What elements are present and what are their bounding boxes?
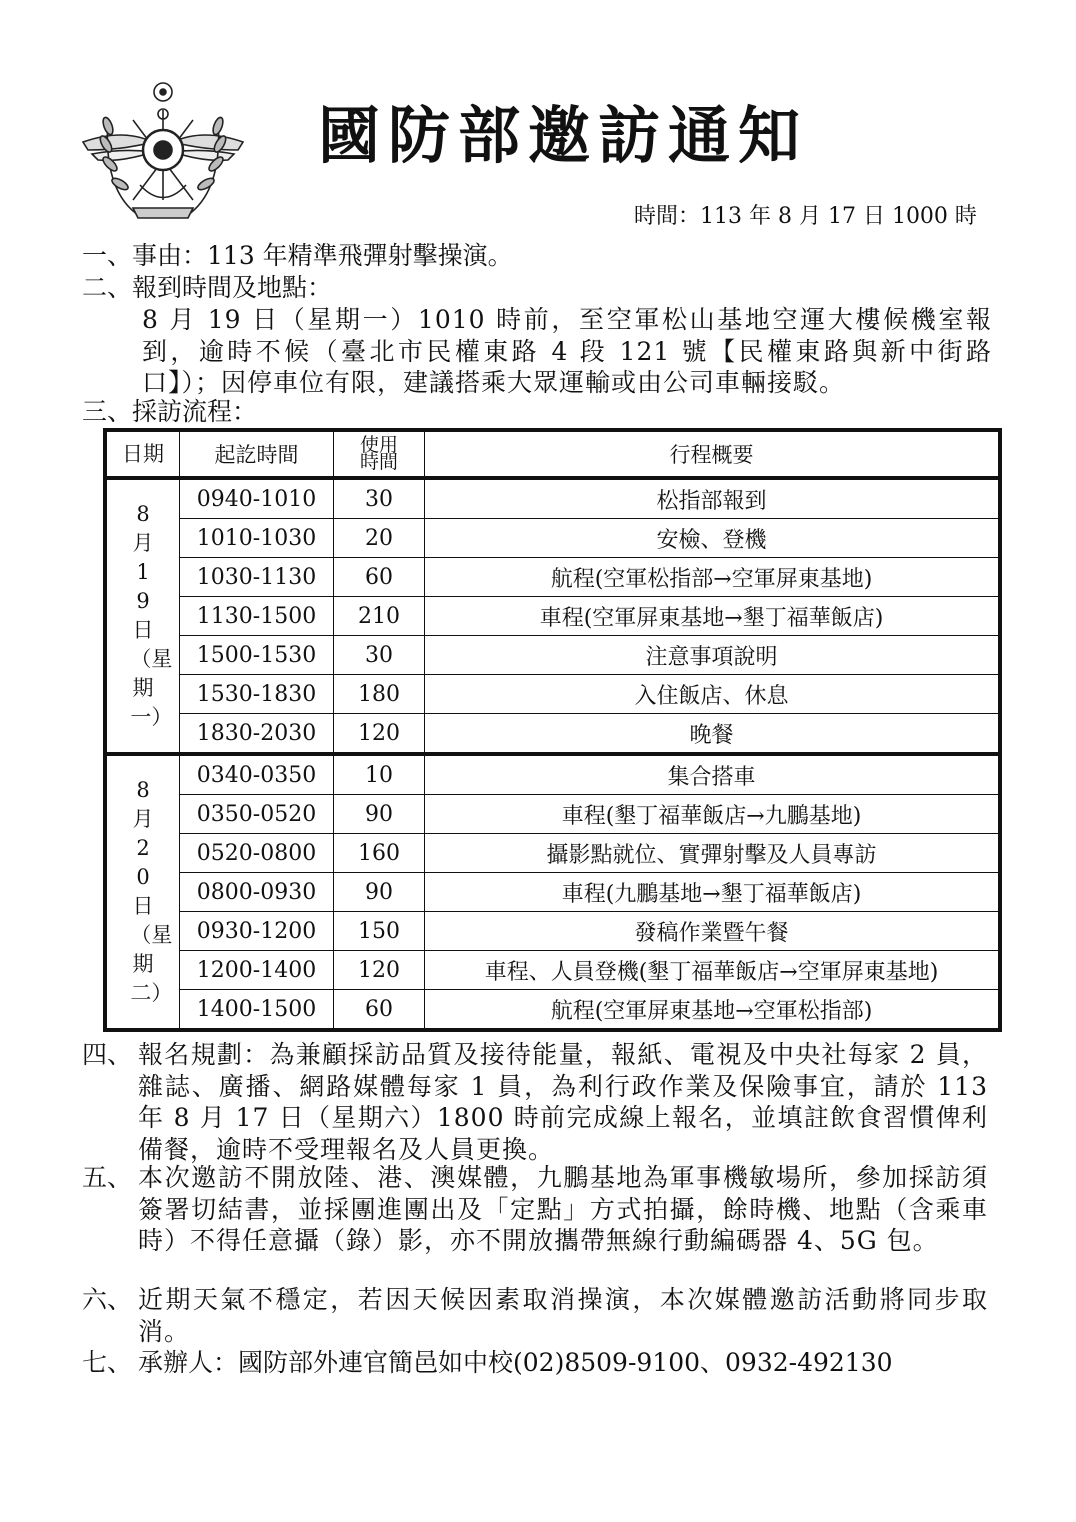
- duration-cell: 60: [334, 990, 425, 1031]
- duration-cell: 120: [334, 714, 425, 755]
- section-6-label: 六、: [82, 1285, 133, 1314]
- duration-cell: 10: [334, 754, 425, 795]
- time-cell: 0930-1200: [180, 912, 334, 951]
- section-3-label: 三、: [82, 397, 133, 426]
- header-duration-text: 使用時間: [359, 434, 398, 473]
- table-row: [105, 714, 1000, 755]
- summary-cell: 車程(九鵬基地→墾丁福華飯店): [425, 873, 1001, 912]
- day-label: 8月19日（星期一）: [130, 502, 173, 729]
- summary-cell: 攝影點就位、實彈射擊及人員專訪: [425, 834, 1001, 873]
- duration-cell: 90: [334, 795, 425, 834]
- summary-cell: 車程(墾丁福華飯店→九鵬基地): [425, 795, 1001, 834]
- summary-cell: 發稿作業暨午餐: [425, 912, 1001, 951]
- time-cell: 1530-1830: [180, 675, 334, 714]
- summary-cell: 晚餐: [425, 714, 1001, 755]
- summary-cell: 注意事項說明: [425, 636, 1001, 675]
- duration-cell: 60: [334, 558, 425, 597]
- duration-cell: 90: [334, 873, 425, 912]
- time-cell: 1130-1500: [180, 597, 334, 636]
- section-7-text: 承辦人：國防部外連官簡邑如中校(02)8509-9100、0932-492130: [138, 1348, 893, 1377]
- section-6-text: 近期天氣不穩定，若因天候因素取消操演，本次媒體邀訪活動將同步取消。: [138, 1285, 988, 1346]
- table-row: [105, 951, 1000, 990]
- table-row: [105, 834, 1000, 873]
- time-cell: 1500-1530: [180, 636, 334, 675]
- table-row: [105, 519, 1000, 558]
- table-row: [105, 990, 1000, 1031]
- day-cell: [105, 754, 180, 1030]
- duration-cell: 20: [334, 519, 425, 558]
- section-5-text: 本次邀訪不開放陸、港、澳媒體，九鵬基地為軍事機敏場所，參加採訪須簽署切結書，並採團進團出及「定點」方式拍攝，餘時機、地點（含乘車時）不得任意攝（錄）影，亦不開放攜帶無線行動編碼器 4、5G 包。: [138, 1163, 988, 1255]
- summary-cell: 集合搭車: [425, 754, 1001, 795]
- time-cell: 1200-1400: [180, 951, 334, 990]
- summary-cell: 航程(空軍屏東基地→空軍松指部): [425, 990, 1001, 1031]
- duration-cell: 30: [334, 636, 425, 675]
- header-duration: [334, 430, 425, 478]
- time-cell: 1010-1030: [180, 519, 334, 558]
- page-title: 國防部邀訪通知: [318, 99, 809, 172]
- time-cell: 1830-2030: [180, 714, 334, 755]
- day-cell: [105, 478, 180, 754]
- table-row: [105, 675, 1000, 714]
- table-row: [105, 754, 1000, 795]
- section-1: [82, 240, 1002, 271]
- section-4-text: 報名規劃：為兼顧採訪品質及接待能量，報紙、電視及中央社每家 2 員，雜誌、廣播、網路媒體每家 1 員，為利行政作業及保險事宜，請於 113 年 8 月 17 日（星期六）1800 時前完成線上報名，並填註飲食習慣俾利備餐，逾時不受理報名及人員更換。: [138, 1040, 988, 1164]
- table-row: [105, 795, 1000, 834]
- duration-cell: 160: [334, 834, 425, 873]
- ministry-emblem-icon: [78, 80, 248, 230]
- time-cell: 1030-1130: [180, 558, 334, 597]
- summary-cell: 松指部報到: [425, 478, 1001, 519]
- section-5-label: 五、: [82, 1163, 133, 1192]
- issued-time: 時間：113 年 8 月 17 日 1000 時: [634, 204, 977, 229]
- section-2-label: 二、: [82, 273, 133, 302]
- table-row: [105, 558, 1000, 597]
- time-cell: 0520-0800: [180, 834, 334, 873]
- duration-cell: 210: [334, 597, 425, 636]
- section-4-label: 四、: [82, 1040, 133, 1069]
- duration-cell: 30: [334, 478, 425, 519]
- schedule-table: [103, 428, 1002, 1032]
- duration-cell: 150: [334, 912, 425, 951]
- section-7-label: 七、: [82, 1348, 133, 1377]
- header-date: 日期: [105, 430, 180, 478]
- time-cell: 1400-1500: [180, 990, 334, 1031]
- section-1-label: 一、: [82, 241, 133, 270]
- header-summary: 行程概要: [425, 430, 1001, 478]
- section-2-body: 8 月 19 日（星期一）1010 時前，至空軍松山基地空運大樓候機室報到，逾時不候（臺北市民權東路 4 段 121 號【民權東路與新中街路口】）；因停車位有限，建議搭乘大眾運輸或由公司車輛接駁。: [142, 305, 992, 397]
- summary-cell: 入住飯店、休息: [425, 675, 1001, 714]
- table-row: [105, 912, 1000, 951]
- summary-cell: 車程(空軍屏東基地→墾丁福華飯店): [425, 597, 1001, 636]
- section-3-text: 採訪流程：: [132, 397, 258, 426]
- schedule-header-row: [105, 430, 1000, 478]
- table-row: [105, 636, 1000, 675]
- summary-cell: 車程、人員登機(墾丁福華飯店→空軍屏東基地): [425, 951, 1001, 990]
- table-row: [105, 597, 1000, 636]
- table-row: [105, 478, 1000, 519]
- duration-cell: 180: [334, 675, 425, 714]
- day-label: 8月20日（星期二）: [130, 778, 173, 1005]
- time-cell: 0350-0520: [180, 795, 334, 834]
- time-cell: 0940-1010: [180, 478, 334, 519]
- summary-cell: 安檢、登機: [425, 519, 1001, 558]
- section-2: [82, 272, 1002, 303]
- summary-cell: 航程(空軍松指部→空軍屏東基地): [425, 558, 1001, 597]
- duration-cell: 120: [334, 951, 425, 990]
- header-time: 起訖時間: [180, 430, 334, 478]
- section-1-text: 事由：113 年精準飛彈射擊操演。: [132, 241, 513, 270]
- time-cell: 0800-0930: [180, 873, 334, 912]
- section-2-text: 報到時間及地點：: [132, 273, 333, 302]
- table-row: [105, 873, 1000, 912]
- time-cell: 0340-0350: [180, 754, 334, 795]
- section-3: [82, 396, 1002, 427]
